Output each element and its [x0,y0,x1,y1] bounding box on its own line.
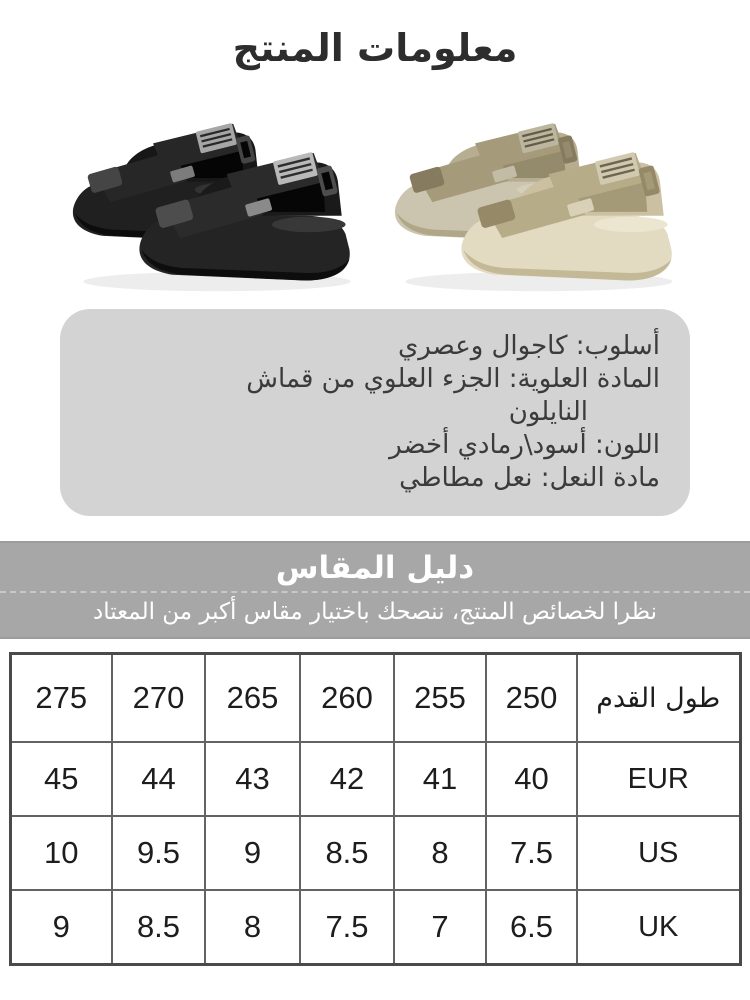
banner-divider [0,591,750,593]
eur-size-cell: 41 [394,742,486,816]
spec-upper-material: المادة العلوية: الجزء العلوي من قماش [246,364,660,394]
foot-length-cell: 250 [486,654,577,743]
page-title: معلومات المنتج [232,26,518,70]
size-chart-table [9,652,742,966]
product-images [0,82,750,297]
foot-length-cell: 265 [205,654,300,743]
eur-size-cell: 43 [205,742,300,816]
table-row-us [10,816,740,890]
us-size-cell: 7.5 [486,816,577,890]
eur-size-cell: 44 [112,742,205,816]
us-size-cell: 10 [10,816,112,890]
uk-size-cell: 6.5 [486,890,577,965]
foot-length-label: طول القدم [577,654,740,743]
uk-size-cell: 7.5 [300,890,394,965]
uk-label: UK [577,890,740,965]
spec-color: اللون: أسود\رمادي أخضر [389,430,660,460]
us-size-cell: 8.5 [300,816,394,890]
spec-upper-material-wrap: النايلون [508,397,588,427]
table-row-eur [10,742,740,816]
foot-length-cell: 255 [394,654,486,743]
us-size-cell: 9 [205,816,300,890]
foot-length-cell: 260 [300,654,394,743]
uk-size-cell: 8.5 [112,890,205,965]
foot-length-cell: 275 [10,654,112,743]
us-size-cell: 9.5 [112,816,205,890]
table-row-uk [10,890,740,965]
uk-size-cell: 7 [394,890,486,965]
eur-size-cell: 42 [300,742,394,816]
uk-size-cell: 8 [205,890,300,965]
spec-style: أسلوب: كاجوال وعصري [397,331,660,361]
size-guide-note: نظرا لخصائص المنتج، ننصحك باختيار مقاس أكبر من المعتاد [92,599,658,625]
black-sandals-image [64,89,364,297]
spec-sole-material: مادة النعل: نعل مطاطي [399,463,660,493]
eur-size-cell: 40 [486,742,577,816]
eur-label: EUR [577,742,740,816]
foot-length-cell: 270 [112,654,205,743]
us-size-cell: 8 [394,816,486,890]
size-guide-title: دليل المقاس [275,550,475,586]
us-label: US [577,816,740,890]
beige-sandals-image [386,89,686,297]
product-specs-box [60,309,690,516]
uk-size-cell: 9 [10,890,112,965]
eur-size-cell: 45 [10,742,112,816]
size-guide-banner [0,541,750,639]
table-row-foot-length [10,654,740,743]
